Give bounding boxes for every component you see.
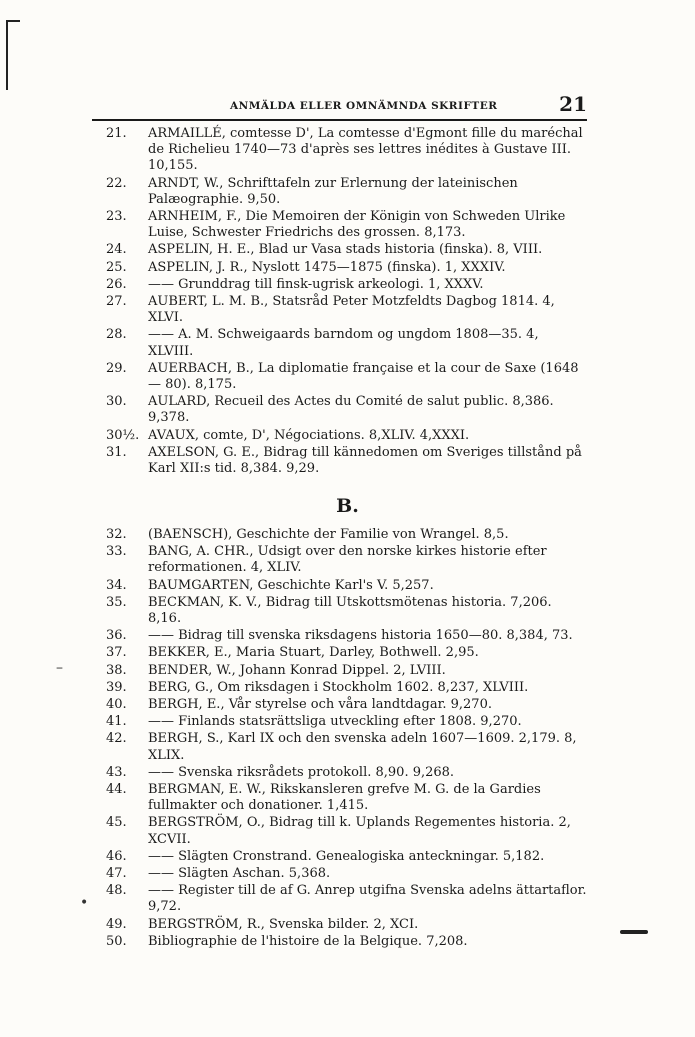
section-a-entries	[92, 126, 587, 478]
entry-number: 48.	[106, 883, 127, 899]
bibliography-entry	[92, 176, 587, 208]
entry-text: ASPELIN, H. E., Blad ur Vasa stads historia (finska). 8, VIII.	[148, 242, 543, 258]
entry-text: —— A. M. Schweigaards barndom og ungdom 1808—35. 4, XLVIII.	[148, 327, 539, 359]
entry-number: 33.	[106, 544, 127, 560]
entry-number: 30½.	[106, 427, 140, 443]
entry-number: 45.	[106, 815, 127, 831]
bibliography-entry	[92, 628, 587, 644]
bibliography-entry	[92, 815, 587, 847]
entry-number: 39.	[106, 679, 127, 695]
entry-text: AUBERT, L. M. B., Statsråd Peter Motzfeldts Dagbog 1814. 4, XLVI.	[148, 294, 555, 326]
entry-number: 35.	[106, 594, 127, 610]
entry-number: 46.	[106, 848, 127, 864]
entry-number: 43.	[106, 764, 127, 780]
bibliography-entry	[92, 294, 587, 326]
entry-number: 42.	[106, 731, 127, 747]
entry-number: 38.	[106, 662, 127, 678]
entry-text: BERGSTRÖM, R., Svenska bilder. 2, XCI.	[148, 916, 419, 932]
bibliography-entry	[92, 731, 587, 763]
bibliography-entry	[92, 849, 587, 865]
entry-number: 36.	[106, 628, 127, 644]
entry-number: 47.	[106, 866, 127, 882]
corner-crop-mark-horizontal	[6, 20, 20, 22]
entry-number: 50.	[106, 933, 127, 949]
header-rule	[92, 119, 587, 121]
entry-number: 40.	[106, 697, 127, 713]
margin-dash-mark: –	[56, 660, 63, 676]
running-head	[92, 92, 587, 116]
corner-crop-mark-vertical	[6, 20, 8, 90]
bibliography-entry	[92, 934, 587, 950]
entry-text: —— Slägten Cronstrand. Genealogiska anteckningar. 5,182.	[148, 848, 545, 864]
entry-number: 26.	[106, 276, 127, 292]
entry-text: AULARD, Recueil des Actes du Comité de salut public. 8,386. 9,378.	[148, 394, 554, 426]
bibliography-entry	[92, 917, 587, 933]
entry-number: 28.	[106, 327, 127, 343]
section-b-entries	[92, 527, 587, 951]
entry-text: AVAUX, comte, D', Négociations. 8,XLIV. 4,XXXI.	[148, 427, 470, 443]
bibliography-entry	[92, 361, 587, 393]
bibliography-entry	[92, 782, 587, 814]
entry-number: 29.	[106, 360, 127, 376]
entry-text: ARMAILLÉ, comtesse D', La comtesse d'Egmont fille du maréchal de Richelieu 1740—73 d'après ses lettres inédites à Gustave III. 10,155.	[148, 126, 583, 174]
entry-text: BANG, A. CHR., Udsigt over den norske kirkes historie efter reformationen. 4, XLIV.	[148, 544, 547, 576]
entry-text: ARNDT, W., Schrifttafeln zur Erlernung der lateinischen Palæographie. 9,50.	[148, 175, 518, 207]
entry-number: 49.	[106, 916, 127, 932]
entry-text: ASPELIN, J. R., Nyslott 1475—1875 (finska). 1, XXXIV.	[148, 259, 506, 275]
bibliography-entry	[92, 428, 587, 444]
entry-text: Bibliographie de l'histoire de la Belgique. 7,208.	[148, 933, 468, 949]
entry-number: 44.	[106, 782, 127, 798]
bibliography-entry	[92, 714, 587, 730]
margin-dot-mark: •	[80, 895, 89, 911]
bibliography-entry	[92, 327, 587, 359]
bibliography-entry	[92, 544, 587, 576]
entry-text: —— Grunddrag till finsk-ugrisk arkeologi. 1, XXXV.	[148, 276, 484, 292]
running-title: ANMÄLDA ELLER OMNÄMNDA SKRIFTER	[230, 100, 498, 112]
entry-number: 24.	[106, 242, 127, 258]
bibliography-entry	[92, 595, 587, 627]
entry-number: 31.	[106, 444, 127, 460]
entry-text: BERGH, E., Vår styrelse och våra landtdagar. 9,270.	[148, 697, 492, 713]
entry-number: 32.	[106, 527, 127, 542]
bibliography-entry	[92, 209, 587, 241]
entry-text: —— Svenska riksrådets protokoll. 8,90. 9,268.	[148, 764, 455, 780]
entry-number: 27.	[106, 294, 127, 310]
bibliography-entry	[92, 883, 587, 915]
bibliography-entry	[92, 394, 587, 426]
entry-text: BERGMAN, E. W., Rikskansleren grefve M. G. de la Gardies fullmakter och donationer. 1,415.	[148, 782, 541, 814]
entry-number: 21.	[106, 126, 127, 141]
bibliography-entry	[92, 578, 587, 594]
entry-text: BEKKER, E., Maria Stuart, Darley, Bothwell. 2,95.	[148, 645, 479, 661]
entry-text: ARNHEIM, F., Die Memoiren der Königin von Schweden Ulrike Luise, Schwester Friedrichs des grossen. 8,173.	[148, 209, 566, 241]
bibliography-entry	[92, 242, 587, 258]
entry-text: (BAENSCH), Geschichte der Familie von Wrangel. 8,5.	[148, 527, 509, 542]
bibliography-entry	[92, 663, 587, 679]
bibliography-entry	[92, 126, 587, 175]
margin-stroke-mark	[620, 930, 648, 934]
entry-number: 41.	[106, 714, 127, 730]
entry-text: BAUMGARTEN, Geschichte Karl's V. 5,257.	[148, 577, 434, 593]
entry-number: 30.	[106, 394, 127, 410]
section-heading-b: B.	[336, 495, 359, 517]
entry-text: —— Slägten Aschan. 5,368.	[148, 866, 331, 882]
entry-text: —— Finlands statsrättsliga utveckling efter 1808. 9,270.	[148, 714, 522, 730]
entry-text: AXELSON, G. E., Bidrag till kännedomen om Sveriges tillstånd på Karl XII:s tid. 8,384. 9,29.	[148, 444, 582, 477]
entry-text: BECKMAN, K. V., Bidrag till Utskottsmötenas historia. 7,206. 8,16.	[148, 594, 552, 627]
entry-number: 34.	[106, 577, 127, 593]
entry-text: BENDER, W., Johann Konrad Dippel. 2, LVIII.	[148, 662, 446, 678]
bibliography-entry	[92, 445, 587, 477]
bibliography-entry	[92, 765, 587, 781]
bibliography-entry	[92, 527, 587, 543]
entry-text: —— Bidrag till svenska riksdagens historia 1650—80. 8,384, 73.	[148, 628, 573, 644]
bibliography-entry	[92, 645, 587, 661]
page-number: 21	[559, 92, 587, 116]
entry-number: 22.	[106, 175, 127, 191]
bibliography-entry	[92, 697, 587, 713]
entry-number: 37.	[106, 645, 127, 661]
bibliography-entry	[92, 680, 587, 696]
entry-number: 25.	[106, 259, 127, 275]
bibliography-entry	[92, 866, 587, 882]
entry-text: BERG, G., Om riksdagen i Stockholm 1602. 8,237, XLVIII.	[148, 679, 529, 695]
entry-text: —— Register till de af G. Anrep utgifna Svenska adelns ättartaflor. 9,72.	[148, 883, 587, 915]
entry-text: BERGSTRÖM, O., Bidrag till k. Uplands Regementes historia. 2, XCVII.	[148, 815, 571, 847]
entry-text: AUERBACH, B., La diplomatie française et la cour de Saxe (1648 — 80). 8,175.	[148, 360, 579, 393]
entry-number: 23.	[106, 209, 127, 225]
entry-text: BERGH, S., Karl IX och den svenska adeln 1607—1609. 2,179. 8, XLIX.	[148, 731, 577, 763]
bibliography-entry	[92, 277, 587, 293]
bibliography-entry	[92, 260, 587, 276]
